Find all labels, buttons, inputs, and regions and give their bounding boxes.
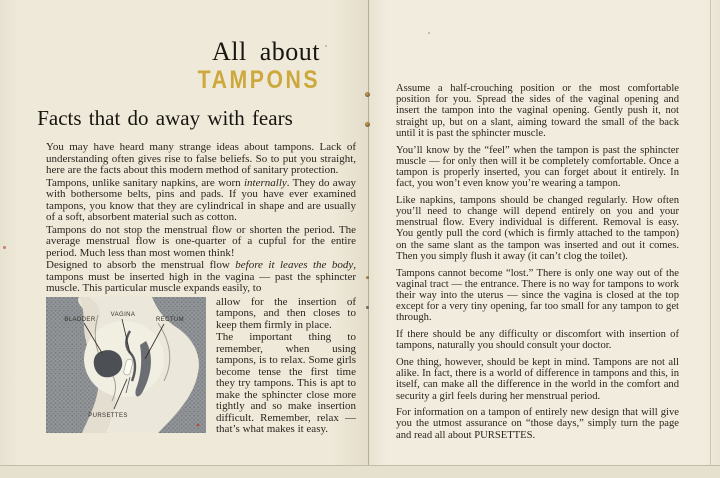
paragraph-emphasis: internally bbox=[243, 176, 287, 189]
booklet-right-page bbox=[369, 0, 720, 465]
paragraph-text: Designed to absorb the menstrual flow bbox=[46, 259, 236, 271]
booklet-left-page bbox=[0, 0, 368, 465]
paragraph-text: Tampons, unlike sanitary napkins, are worn bbox=[46, 176, 244, 189]
page-edge-line bbox=[710, 0, 711, 465]
anatomy-diagram bbox=[46, 297, 206, 433]
page-title-accent: TAMPONS bbox=[197, 66, 320, 94]
paragraph: For information on a tampon of entirely new design that will give you the utmost assurance on “those days,” simply turn the page and read all about PURSETTES. bbox=[396, 407, 679, 441]
staple-mark bbox=[366, 276, 369, 279]
page-fold-line bbox=[368, 0, 369, 465]
page-title: All about bbox=[212, 37, 320, 66]
paragraph: One thing, however, should be kept in mind. Tampons are not all alike. In fact, there is a world of difference in tampons and this, in itself, can make all the difference in the world in the comfort and security a girl feels during her menstrual period. bbox=[396, 356, 679, 402]
right-page-body bbox=[396, 83, 679, 441]
paragraph-emphasis: before it leaves the body bbox=[235, 259, 354, 271]
scan-speck bbox=[325, 45, 327, 47]
figure-row bbox=[46, 297, 356, 437]
paragraph: You’ll know by the “feel” when the tampon is past the sphincter muscle — for only then will it be completely comfortable. Once a tampon is properly inserted, you can forget about it entirely. In fact, you won’t even know you’re wearing a tampon. bbox=[396, 144, 679, 190]
paragraph: You may have heard many strange ideas about tampons. Lack of understanding often gives rise to false beliefs. So to put you straight, here are the facts about this modern method of sanitary protection. bbox=[46, 141, 356, 176]
pursettes-label: PURSETTES bbox=[88, 412, 128, 419]
paragraph bbox=[46, 260, 356, 295]
scan-speck bbox=[3, 246, 6, 249]
paragraph-text: . They do away with bothersome belts, pins and pads. If you have ever examined tampons, you know that they are cylindrical in shape and are usually of a soft, absorbent material such as cotton. bbox=[46, 176, 356, 223]
anatomy-diagram-svg bbox=[46, 297, 206, 433]
scan-speck bbox=[428, 32, 430, 34]
paragraph: The important thing to remember, when using tampons, is to relax. Some girls become tense the first time they try tampons. This is apt to make the sphincter close more tightly and so make insertion difficult. Remember, relax — that’s what makes it easy. bbox=[216, 331, 356, 435]
staple bbox=[365, 122, 370, 127]
scan-bottom-edge bbox=[0, 465, 720, 478]
staple bbox=[365, 92, 370, 97]
title-block bbox=[0, 38, 368, 130]
staple-mark bbox=[366, 306, 369, 309]
rectum-label: RECTUM bbox=[155, 316, 185, 323]
left-page-body bbox=[46, 142, 356, 437]
wrapped-text-column bbox=[206, 297, 356, 437]
bladder-label: BLADDER bbox=[64, 316, 96, 323]
paragraph-text: , tampons must be inserted high in the vagina — past the sphincter muscle. This particular muscle expands easily, to bbox=[46, 259, 356, 294]
paragraph bbox=[46, 178, 356, 224]
paragraph: allow for the insertion of tampons, and then closes to keep them firmly in place. bbox=[216, 295, 356, 331]
vagina-label: VAGINA bbox=[110, 311, 136, 318]
page-title-accent-wrap bbox=[0, 67, 320, 97]
paragraph: Like napkins, tampons should be changed regularly. How often you’ll need to change will depend entirely on you and your menstrual flow. Every individual is different. Removal is easy. You gently pull the cord (which is firmly attached to the tampon) on the same slant as the tampon was inserted and out it comes. Then you simply flush it away (it can’t clog the toilet). bbox=[396, 194, 679, 262]
paragraph: Assume a half-crouching position or the most comfortable position for you. Spread the sides of the vaginal opening and insert the tampon into the vaginal opening. Gently push it, not straight up, but on a slant, aiming toward the small of the back until it is past the sphincter muscle. bbox=[396, 83, 679, 139]
paragraph: If there should be any difficulty or discomfort with insertion of tampons, naturally you should consult your doctor. bbox=[396, 329, 679, 352]
paragraph: Tampons do not stop the menstrual flow or shorten the period. The average menstrual flow is one-quarter of a cupful for the entire period. Much less than most women think! bbox=[46, 223, 356, 259]
page-subtitle: Facts that do away with fears bbox=[37, 106, 293, 130]
red-speck bbox=[197, 423, 200, 426]
paragraph: Tampons cannot become “lost.” There is only one way out of the vaginal tract — the entrance. There is no way for tampons to work their way into the uterus — since the vagina is closed at the top except for a very tiny opening, far too small for any tampon to get through. bbox=[396, 267, 679, 324]
